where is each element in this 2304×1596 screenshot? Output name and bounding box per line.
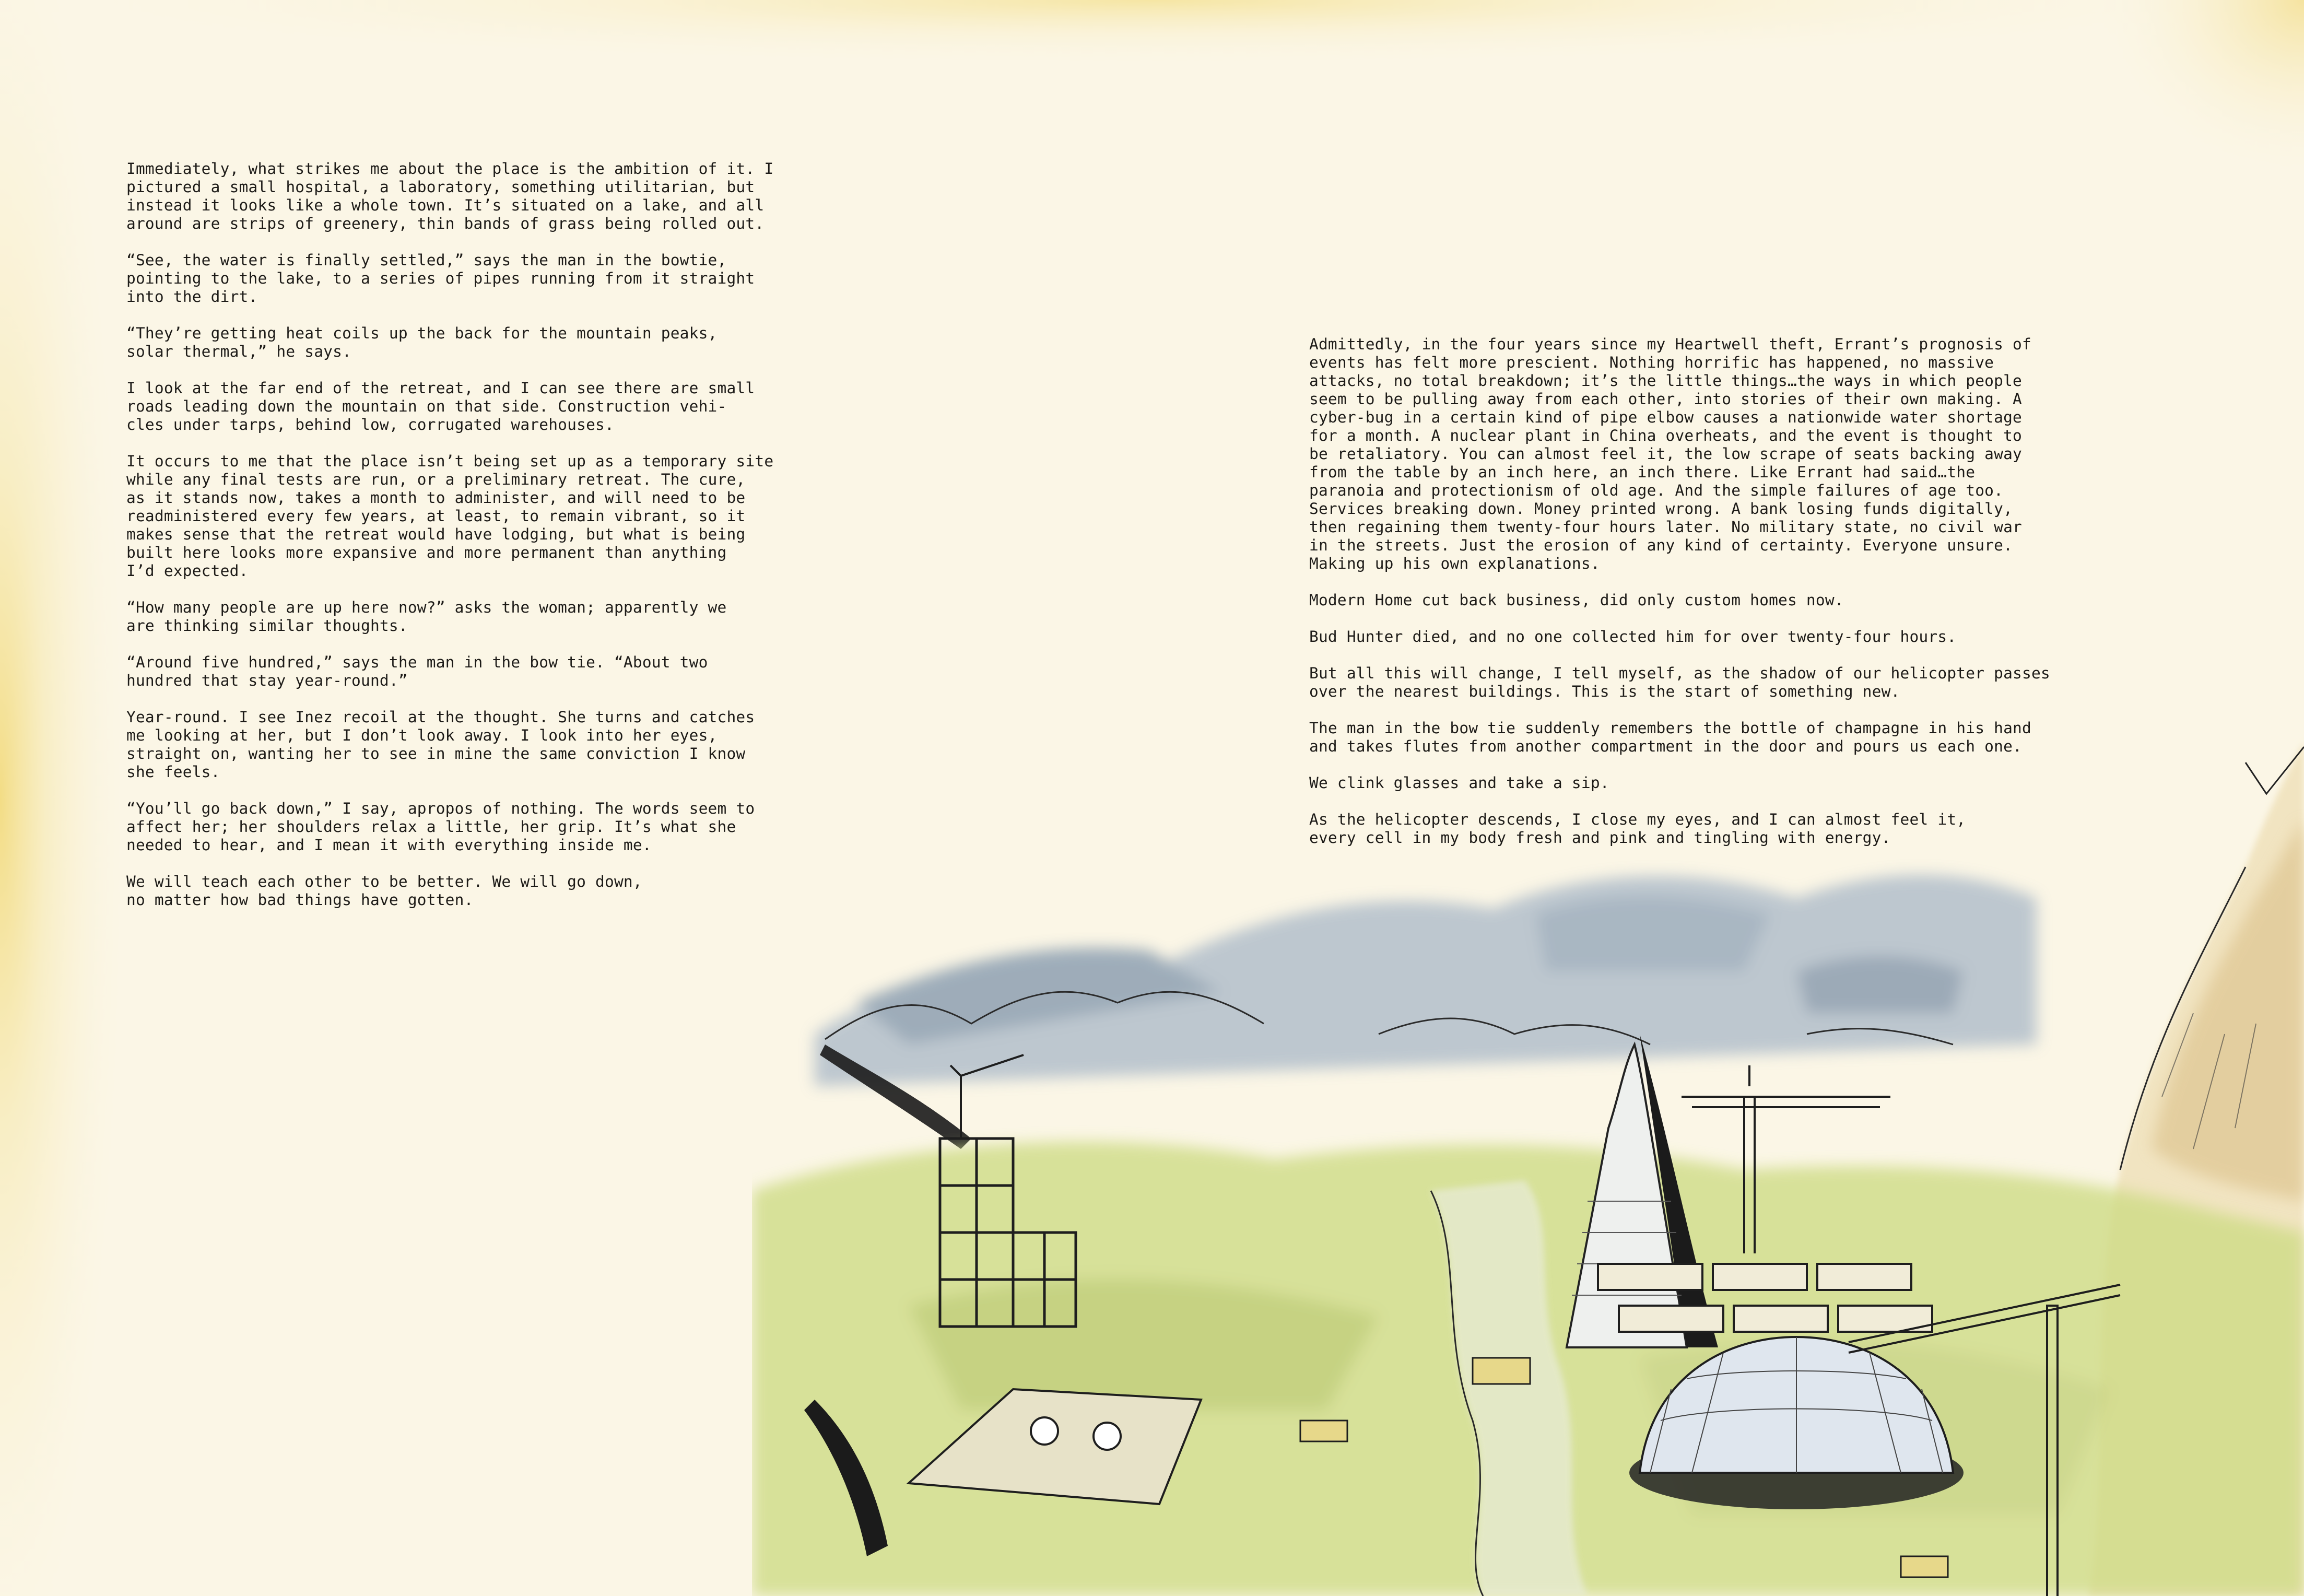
paragraph: Bud Hunter died, and no one collected him for over twenty-four hours. [1309, 628, 1957, 646]
paragraph: Admittedly, in the four years since my Heartwell theft, Errant’s prognosis of events has felt more prescient. Nothing horrific has happened, no massive attacks, no total breakdown; it’s the little things…the ways in which people seem to be pulling away from each other, into stories of their own making. A cyber-bug in a certain kind of pipe elbow causes a nationwide water shortage for a month. A nuclear plant in China overheats, and the event is thought to be retaliatory. You can almost feel it, the low scrape of seats backing away from the table by an inch here, an inch there. Like Errant had said…the paranoia and protectionism of old age. And the simple failures of age too. Services breaking down. Money printed wrong. A bank losing funds digitally, then regaining them twenty-four hours later. No military state, no civil war in the streets. Just the erosion of any kind of certainty. Everyone unsure. Making up his own explanations. [1309, 335, 2031, 572]
retreat-illustration [752, 574, 2304, 1596]
sky-wash [815, 875, 2037, 1086]
paragraph: We clink glasses and take a sip. [1309, 774, 1609, 792]
paragraph: Modern Home cut back business, did only custom homes now. [1309, 591, 1844, 609]
paragraph: “Around five hundred,” says the man in the bow tie. “About two hundred that stay year-round.” [126, 653, 708, 689]
paragraph: Immediately, what strikes me about the place is the ambition of it. I pictured a small hospital, a laboratory, something utilitarian, but instead it looks like a whole town. It’s situated on a lake, and all around are strips of greenery, thin bands of grass being rolled out. [126, 160, 774, 232]
paragraph: “They’re getting heat coils up the back for the mountain peaks, solar thermal,” he says. [126, 324, 718, 360]
paragraph: We will teach each other to be better. We will go down, no matter how bad things have gotten. [126, 873, 642, 909]
paragraph: “You’ll go back down,” I say, apropos of nothing. The words seem to affect her; her shoulders relax a little, her grip. It’s what she needed to hear, and I mean it with everything inside me. [126, 800, 755, 854]
paragraph: The man in the bow tie suddenly remembers the bottle of champagne in his hand and takes flutes from another compartment in the door and pours us each one. [1309, 719, 2031, 755]
paragraph: I look at the far end of the retreat, and I can see there are small roads leading down the mountain on that side. Construction vehi- cles under tarps, behind low, corrugated warehouses. [126, 379, 755, 433]
paragraph: It occurs to me that the place isn’t being set up as a temporary site while any final tests are run, or a preliminary retreat. The cure, as it stands now, takes a month to administer, and will need to be readministered every few years, at least, to remain vibrant, so it makes sense that the retreat would have lodging, but what is being built here looks more expansive and more permanent than anything I’d expected. [126, 452, 774, 580]
paragraph: As the helicopter descends, I close my eyes, and I can almost feel it, every cell in my body fresh and pink and tingling with energy. [1309, 811, 1966, 847]
paragraph: Year-round. I see Inez recoil at the thought. She turns and catches me looking at her, but I don’t look away. I look into her eyes, straight on, wanting her to see in mine the same conviction I know she feels. [126, 708, 755, 781]
left-text-column [126, 160, 774, 928]
paragraph: “See, the water is finally settled,” says the man in the bowtie, pointing to the lake, to a series of pipes running from it straight into the dirt. [126, 251, 755, 306]
paragraph: “How many people are up here now?” asks the woman; apparently we are thinking similar thoughts. [126, 598, 727, 635]
paragraph: But all this will change, I tell myself, as the shadow of our helicopter passes over the nearest buildings. This is the start of something new. [1309, 664, 2050, 700]
